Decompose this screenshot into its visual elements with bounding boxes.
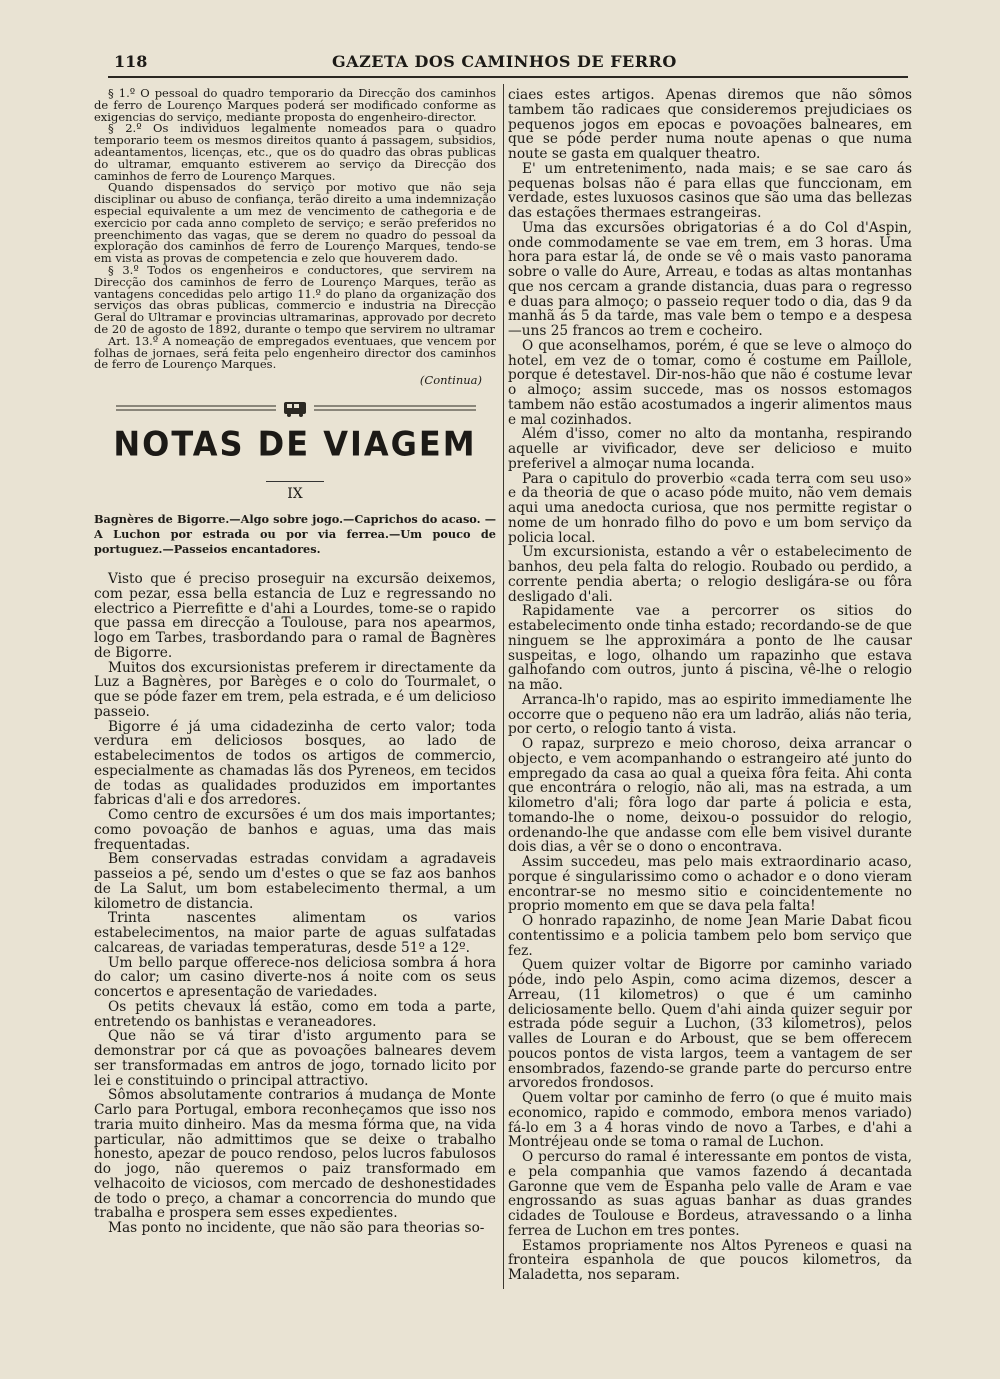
decree-continuation	[94, 88, 496, 371]
left-column	[94, 88, 496, 1288]
body-paragraph: Rapidamente vae a percorrer os sitios do estabelecimento onde tinha estado; recordando-se de que ninguem se lhe approximára a ponto de lhe causar suspeitas, e logo, olhando um rapazinho que estava galhofando com outros, junto á piscina, vê-lhe o relogio na mão.	[508, 603, 912, 693]
ornament-rule-icon	[94, 397, 496, 419]
summary-text: Bagnères de Bigorre.—Algo sobre jogo.—Caprichos do acaso. —A Luchon por estrada ou por via ferrea.—Um pouco de portuguez.—Passeios encantadores.	[94, 512, 496, 556]
body-paragraph: Para o capitulo do proverbio «cada terra com seu uso» e da theoria de que o acaso póde muito, não vem demais aqui uma anedocta curiosa, que nos permitte registar o nome de um honrado filho do povo e um bom serviço da policia local.	[508, 470, 912, 546]
body-paragraph: Estamos propriamente nos Altos Pyreneos e quasi na fronteira espanhola de que poucos kilometros, da Maladetta, nos separam.	[508, 1237, 912, 1283]
body-paragraph: Assim succedeu, mas pelo mais extraordinario acaso, porque é singularissimo como o achador e o dono vieram encontrar-se no mesmo sitio e coincidentemente no proprio momento em que se dava pela falta!	[508, 854, 912, 915]
body-paragraph: Que não se vá tirar d'isto argumento para se demonstrar por cá que as povoações balneares devem ser transformadas em antros de jogo, tornado licito por lei e constituindo o principal attractivo.	[94, 1028, 496, 1089]
page-header	[108, 50, 908, 74]
body-paragraph: O rapaz, surprezo e meio choroso, deixa arrancar o objecto, e vem acompanhando o estrangeiro até junto do empregado da casa ao qual a queixa fôra feita. Ahi conta que encontrára o relogio, não ali, mas na estrada, a um kilometro d'ali; fôra logo dar parte á policia e esta, tomando-lhe o nome, deixou-o possuidor do relogio, ordenando-lhe que andasse com elle bem visivel durante dois dias, a vêr se o dono o encontrava.	[508, 736, 912, 856]
decree-paragraph: Quando dispensados do serviço por motivo que não seja disciplinar ou abuso de confiança, terão direito a uma indemnização especial equivalente a um mez de vencimento de cathegoria e de exercicio por cada anno completo de serviço; e serão preferidos no preenchimento das vagas, que se derem no quadro do pessoal da exploração dos caminhos de ferro de Lourenço Marques, tendo-se em vista as provas de competencia e zelo que houverem dado.	[94, 180, 496, 266]
column-rule	[503, 84, 504, 1289]
body-paragraph: ciaes estes artigos. Apenas diremos que não sômos tambem tão radicaes que consideremos prejudiciaes os pequenos jogos em epocas e povoações balneares, em que se póde perder numa noute apenas o que numa noute se gasta em qualquer theatro.	[508, 88, 912, 162]
body-paragraph: Como centro de excursões é um dos mais importantes; como povoação de banhos e aguas, uma das mais frequentadas.	[94, 807, 496, 853]
article-body-left	[94, 572, 496, 1236]
decree-paragraph: § 1.º O pessoal do quadro temporario da Direcção dos caminhos de ferro de Lourenço Marques poderá ser modificado conforme as exigencias do serviço, mediante proposta do engenheiro-director.	[94, 88, 496, 124]
title-rule	[266, 481, 324, 482]
body-paragraph: Trinta nascentes alimentam os varios estabelecimentos, na maior parte de aguas sulfatadas calcareas, de variadas temperaturas, desde 51º a 12º.	[94, 910, 496, 956]
body-paragraph: Quem voltar por caminho de ferro (o que é muito mais economico, rapido e commodo, embora menos variado) fá-lo em 3 a 4 horas vindo de novo a Tarbes, e d'ahi a Montréjeau onde se toma o ramal de Luchon.	[508, 1090, 912, 1151]
continua-note: (Continua)	[419, 373, 482, 388]
body-paragraph: Arranca-lh'o rapido, mas ao espirito immediamente lhe occorre que o pequeno não era um ladrão, aliás não teria, por certo, o relogio tanto á vista.	[508, 691, 912, 738]
body-paragraph: Mas ponto no incidente, que não são para theorias so-	[108, 1220, 485, 1237]
body-paragraph: Além d'isso, comer no alto da montanha, respirando aquelle ar vivificador, deve ser delicioso e muito preferivel a almoçar numa locanda.	[508, 426, 912, 472]
body-paragraph: O percurso do ramal é interessante em pontos de vista, e pela companhia que vamos fazendo á decantada Garonne que vem de Espanha pelo valle de Aram e vae engrossando as suas aguas banhar as duas grandes cidades de Toulouse e Bordeus, atravessando o a linha ferrea de Luchon em tres pontes.	[508, 1149, 912, 1239]
decree-paragraph: § 3.º Todos os engenheiros e conductores, que servirem na Direcção dos caminhos de ferro de Lourenço Marques, terão as vantagens concedidas pelo artigo 11.º do plano da organização dos serviços das obras publicas, commercio e industria na Direcção Geral do Ultramar e provincias ultramarinas, approvado por decreto de 20 de agosto de 1892, durante o tempo que servirem no ultramar	[94, 262, 496, 336]
body-paragraph: Sômos absolutamente contrarios á mudança de Monte Carlo para Portugal, embora reconheçamos que isso nos traria muito dinheiro. Mas da mesma fórma que, na vida particular, não admittimos que se deixe o trabalho honesto, apezar de pouco rendoso, pelos lucros fabulosos do jogo, não queremos o paiz transformado em velhacoito de viciosos, com mercado de deshonestidades de todo o preço, a chamar a concorrencia do mundo que trabalha e prospera sem esses expedientes.	[94, 1087, 496, 1222]
running-title: GAZETA DOS CAMINHOS DE FERRO	[332, 52, 677, 71]
right-column	[508, 88, 912, 1288]
section-number: IX	[287, 486, 303, 503]
body-paragraph: Um excursionista, estando a vêr o estabelecimento de banhos, deu pela falta do relogio. Roubado ou perdido, a corrente pendia aberta; o relogio desligára-se ou fôra desligado d'ali.	[508, 544, 912, 605]
body-paragraph: O que aconselhamos, porém, é que se leve o almoço do hotel, em vez de o tomar, como é costume em Paillole, porque é detestavel. Dir-nos-hão que não é costume levar o almoço; assim succede, mas os nossos estomagos tambem não estão acostumados a ingerir alimentos maus e mal cozinhados.	[508, 337, 912, 428]
body-paragraph: O honrado rapazinho, de nome Jean Marie Dabat ficou contentissimo e a policia tambem pelo bom serviço que fez.	[508, 913, 912, 959]
body-paragraph: Visto que é preciso proseguir na excursão deixemos, com pezar, essa bella estancia de Luz e regressando no electrico a Pierrefitte e d'ahi a Lourdes, tome-se o rapido que passa em direcção a Toulouse, para nos apearmos, logo em Tarbes, trasbordando para o ramal de Bagnères de Bigorre.	[94, 571, 496, 661]
article-summary	[94, 512, 496, 556]
decree-paragraph: Art. 13.º A nomeação de empregados eventuaes, que vencem por folhas de jornaes, será feita pelo engenheiro director dos caminhos de ferro de Lourenço Marques.	[94, 333, 496, 372]
body-paragraph: Um bello parque offerece-nos deliciosa sombra á hora do calor; um casino diverte-nos á noite com os seus concertos e apresentação de variedades.	[94, 954, 496, 1001]
page-number: 118	[114, 52, 148, 71]
body-paragraph: Quem quizer voltar de Bigorre por caminho variado póde, indo pelo Aspin, como acima dizemos, descer a Arreau, (11 kilometros) o que é um caminho deliciosamente bello. Quem d'ahi ainda quizer seguir por estrada póde seguir a Luchon, (33 kilometros), pelos valles de Louran e do Arboust, que se bem offerecem poucos pontos de vista largos, teem a vantagem de ser ensombrados, fazendo-se grande parte do percurso entre arvoredos frondosos.	[508, 957, 912, 1092]
body-paragraph: Muitos dos excursionistas preferem ir directamente da Luz a Bagnères, por Barèges e o colo do Tourmalet, o que se póde fazer em trem, pela estrada, e é um delicioso passeio.	[94, 659, 496, 720]
body-paragraph: Bem conservadas estradas convidam a agradaveis passeios a pé, sendo um d'estes o que se faz aos banhos de La Salut, um bom estabelecimento thermal, a um kilometro de distancia.	[94, 851, 496, 912]
body-paragraph: Uma das excursões obrigatorias é a do Col d'Aspin, onde commodamente se vae em trem, em 3 horas. Uma hora para estar lá, de onde se vê o mais vasto panorama sobre o valle do Aure, Arreau, e todas as altas montanhas que nos cercam a grande distancia, duas para o regresso e duas para almoço; o passeio requer todo o dia, das 9 da manhã ás 5 da tarde, mas vale bem o tempo e a despesa—uns 25 francos ao trem e cocheiro.	[508, 219, 912, 339]
body-paragraph: Os petits chevaux lá estão, como em toda a parte, entretendo os banhistas e veraneadores.	[94, 998, 496, 1030]
article-title: NOTAS DE VIAGEM	[113, 424, 477, 465]
body-paragraph: E' um entretenimento, nada mais; e se sae caro ás pequenas bolsas não é para ellas que funccionam, em verdade, estes luxuosos casinos que são uma das bellezas das estações thermaes estrangeiras.	[508, 160, 912, 221]
divider-ornament	[94, 397, 496, 419]
body-paragraph: Bigorre é já uma cidadezinha de certo valor; toda verdura em deliciosos bosques, ao lado de estabelecimentos de todos os artigos de commercio, especialmente as chamadas lãs dos Pyreneos, em tecidos de todas as qualidades produzidos em importantes fabricas d'ali e dos arredores.	[94, 718, 496, 809]
decree-paragraph: § 2.º Os individuos legalmente nomeados para o quadro temporario teem os mesmos direitos quanto á passagem, subsidios, adeantamentos, licenças, etc., que os do quadro das obras publicas do ultramar, emquanto estiverem ao serviço da Direcção dos caminhos de ferro de Lourenço Marques.	[94, 121, 496, 183]
header-rule	[108, 76, 908, 78]
